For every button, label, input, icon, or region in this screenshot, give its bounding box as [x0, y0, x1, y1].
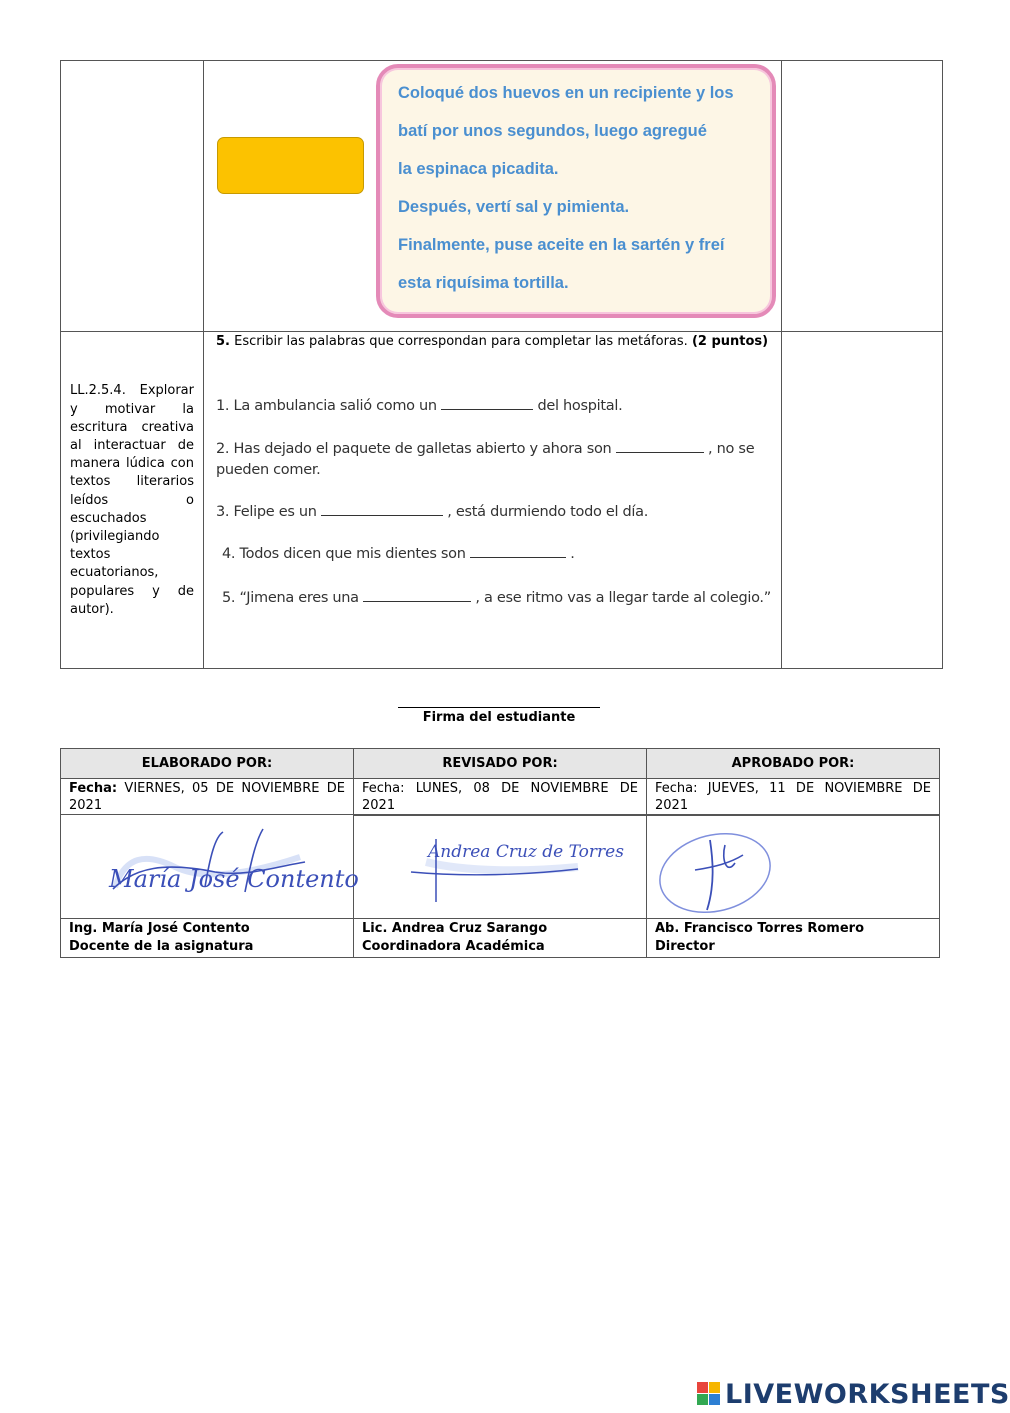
signature-text: Andrea Cruz de Torres [428, 842, 624, 862]
date-underline [793, 815, 939, 816]
criterion-cell [61, 332, 204, 669]
date-label: Fecha: [362, 781, 405, 796]
date-label: Fecha: [655, 781, 698, 796]
signer-aprobado [647, 919, 940, 958]
signature-elaborado [61, 815, 359, 919]
story-line: la espinaca picadita. [398, 160, 559, 178]
table-row [61, 61, 943, 332]
metaphor-item-2 [216, 440, 754, 457]
answer-blank[interactable] [321, 503, 443, 516]
logo-badge-icon [697, 1382, 721, 1406]
criterion-cell-empty [61, 61, 204, 332]
answer-blank[interactable] [616, 440, 704, 453]
table-row [61, 919, 940, 958]
approval-table [60, 748, 940, 958]
answer-drop-box[interactable] [217, 137, 364, 194]
signature-image [406, 827, 624, 907]
story-line: Finalmente, puse aceite en la sartén y freí [398, 236, 725, 254]
item-text: , a ese ritmo vas a llegar tarde al colegio.” [475, 590, 771, 607]
table-row [61, 332, 943, 669]
signature-revisado [354, 815, 647, 919]
date-elaborado [61, 779, 354, 815]
score-cell [782, 61, 943, 332]
date-aprobado [647, 779, 940, 815]
signer-name: Ab. Francisco Torres Romero [655, 921, 865, 936]
item-text: 1. La ambulancia salió como un [216, 398, 437, 415]
date-revisado [354, 779, 647, 815]
table-row [61, 749, 940, 779]
date-value: LUNES, 08 DE NOVIEMBRE DE 2021 [362, 781, 638, 813]
metaphor-item-4 [222, 545, 575, 562]
story-text-box [376, 64, 776, 318]
header-revisado: REVISADO POR: [354, 749, 647, 779]
signer-role: Director [655, 939, 715, 954]
story-line: Coloqué dos huevos en un recipiente y los [398, 84, 734, 102]
metaphor-item-3 [216, 503, 648, 520]
story-line: esta riquísima tortilla. [398, 274, 569, 292]
signature-aprobado [647, 815, 940, 919]
story-cell [204, 61, 782, 332]
signer-elaborado [61, 919, 354, 958]
worksheet-table [60, 60, 943, 669]
answer-blank[interactable] [441, 397, 533, 410]
item-text: del hospital. [537, 398, 623, 415]
evaluation-criterion: LL.2.5.4. Explorar y motivar la escritura creativa al interactuar de manera lúdica con textos literarios leídos o escuchados (privilegiando textos ecuatorianos, populares y de autor). [70, 383, 194, 617]
signature-image [655, 815, 785, 918]
question-5-header [216, 333, 772, 350]
signer-role: Docente de la asignatura [69, 939, 254, 954]
metaphor-item-5 [222, 589, 771, 606]
answer-blank[interactable] [470, 545, 566, 558]
table-row [61, 815, 940, 919]
item-text: . [570, 546, 575, 563]
date-value: VIERNES, 05 DE NOVIEMBRE DE 2021 [69, 781, 345, 813]
story-line: batí por unos segundos, luego agregué [398, 122, 707, 140]
brand-name: LIVEWORKSHEETS [725, 1378, 1010, 1410]
signer-revisado [354, 919, 647, 958]
item-text: 2. Has dejado el paquete de galletas abierto y ahora son [216, 441, 612, 458]
date-label: Fecha: [69, 781, 118, 796]
signer-name: Lic. Andrea Cruz Sarango [362, 921, 548, 936]
date-value: JUEVES, 11 DE NOVIEMBRE DE 2021 [655, 781, 931, 813]
item-text: 5. “Jimena eres una [222, 590, 359, 607]
item-text: 3. Felipe es un [216, 504, 317, 521]
signature-text: María José Contento [109, 865, 359, 893]
item-text: 4. Todos dicen que mis dientes son [222, 546, 466, 563]
student-signature-line [398, 707, 600, 708]
liveworksheets-logo[interactable] [697, 1378, 1010, 1410]
header-aprobado: APROBADO POR: [647, 749, 940, 779]
date-underline [354, 815, 646, 816]
question-instruction: Escribir las palabras que correspondan para completar las metáforas. [234, 334, 688, 350]
metaphor-item-1 [216, 397, 622, 414]
signature-image [105, 827, 359, 907]
signer-name: Ing. María José Contento [69, 921, 250, 936]
signer-role: Coordinadora Académica [362, 939, 545, 954]
item-text: , no se [708, 441, 755, 458]
metaphor-item-2-cont: pueden comer. [216, 462, 321, 479]
question-number: 5. [216, 334, 230, 350]
header-elaborado: ELABORADO POR: [61, 749, 354, 779]
item-text: , está durmiendo todo el día. [447, 504, 649, 521]
story-line: Después, vertí sal y pimienta. [398, 198, 630, 216]
question-points: (2 puntos) [691, 334, 769, 350]
score-cell [782, 332, 943, 669]
student-signature-label: Firma del estudiante [422, 710, 576, 725]
answer-blank[interactable] [363, 589, 471, 602]
table-row [61, 779, 940, 815]
question-cell [204, 332, 782, 669]
